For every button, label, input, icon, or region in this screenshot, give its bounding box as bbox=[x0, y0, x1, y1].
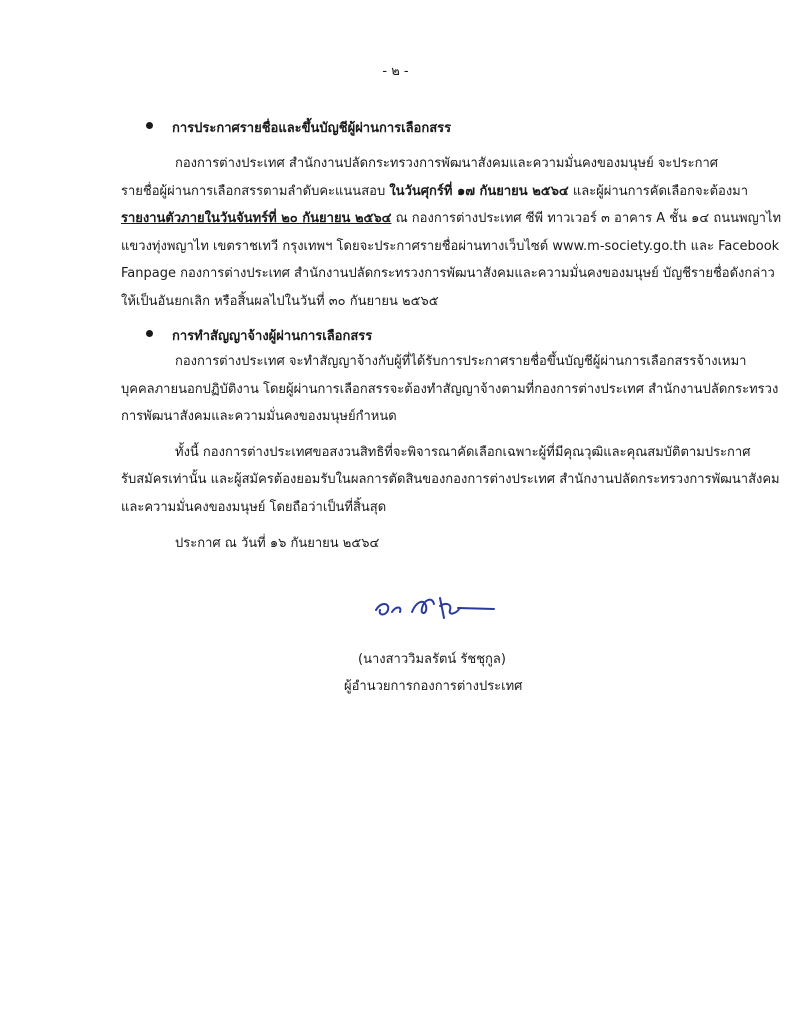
text-run: และผู้ผ่านการคัดเลือกจะต้องมา bbox=[568, 184, 749, 199]
paragraph-line bbox=[121, 180, 748, 201]
text-run: ณ กองการต่างประเทศ ซีพี ทาวเวอร์ ๓ อาคาร A ชั้น ๑๔ ถนนพญาไท bbox=[391, 211, 782, 226]
paragraph-line: Fanpage กองการต่างประเทศ สำนักงานปลัดกระทรวงการพัฒนาสังคมและความมั่นคงของมนุษย์ บัญชีรายชื่อดังกล่าว bbox=[121, 266, 775, 281]
paragraph-line: ทั้งนี้ กองการต่างประเทศขอสงวนสิทธิที่จะพิจารณาคัดเลือกเฉพาะผู้ที่มีคุณวุฒิและคุณสมบัติตามประกาศ bbox=[175, 445, 751, 460]
announcement-date: ประกาศ ณ วันที่ ๑๖ กันยายน ๒๕๖๔ bbox=[175, 536, 380, 551]
paragraph-line: การพัฒนาสังคมและความมั่นคงของมนุษย์กำหนด bbox=[121, 409, 397, 424]
paragraph-line: บุคคลภายนอกปฏิบัติงาน โดยผู้ผ่านการเลือกสรรจะต้องทำสัญญาจ้างตามที่กองการต่างประเทศ สำนักงานปลัดกระทรวง bbox=[121, 382, 779, 397]
section-heading-announcement: การประกาศรายชื่อและขึ้นบัญชีผู้ผ่านการเลือกสรร bbox=[172, 121, 452, 136]
paragraph-line: ให้เป็นอันยกเลิก หรือสิ้นผลไปในวันที่ ๓๐ กันยายน ๒๕๖๕ bbox=[121, 294, 439, 309]
paragraph-line: รับสมัครเท่านั้น และผู้สมัครต้องยอมรับในผลการตัดสินของกองการต่างประเทศ สำนักงานปลัดกระทรวงการพัฒนาสังคม bbox=[121, 472, 780, 487]
text-run: รายชื่อผู้ผ่านการเลือกสรรตามลำดับคะแนนสอบ bbox=[121, 184, 390, 199]
paragraph-line: แขวงทุ่งพญาไท เขตราชเทวี กรุงเทพฯ โดยจะประกาศรายชื่อผ่านทางเว็บไซต์ www.m-society.go.th และ Facebook bbox=[121, 239, 780, 254]
bullet-icon bbox=[146, 122, 153, 129]
paragraph-line: กองการต่างประเทศ สำนักงานปลัดกระทรวงการพัฒนาสังคมและความมั่นคงของมนุษย์ จะประกาศ bbox=[175, 156, 719, 171]
paragraph-line: และความมั่นคงของมนุษย์ โดยถือว่าเป็นที่สิ้นสุด bbox=[121, 500, 387, 515]
handwritten-signature bbox=[340, 588, 560, 628]
page-number: - ๒ - bbox=[382, 64, 409, 79]
bullet-icon bbox=[146, 330, 153, 337]
bold-underlined-date: รายงานตัวภายในวันจันทร์ที่ ๒๐ กันยายน ๒๕๖๔ bbox=[121, 211, 392, 226]
paragraph-line: กองการต่างประเทศ จะทำสัญญาจ้างกับผู้ที่ได้รับการประกาศรายชื่อขึ้นบัญชีผู้ผ่านการเลือกสรรจ้างเหมา bbox=[175, 354, 747, 369]
signatory-name: (นางสาววิมลรัตน์ รัชชุกูล) bbox=[358, 652, 506, 667]
paragraph-line bbox=[121, 207, 781, 228]
bold-date: ในวันศุกร์ที่ ๑๗ กันยายน ๒๕๖๔ bbox=[389, 184, 569, 199]
section-heading-contract: การทำสัญญาจ้างผู้ผ่านการเลือกสรร bbox=[172, 329, 373, 344]
signatory-title: ผู้อำนวยการกองการต่างประเทศ bbox=[344, 679, 523, 694]
